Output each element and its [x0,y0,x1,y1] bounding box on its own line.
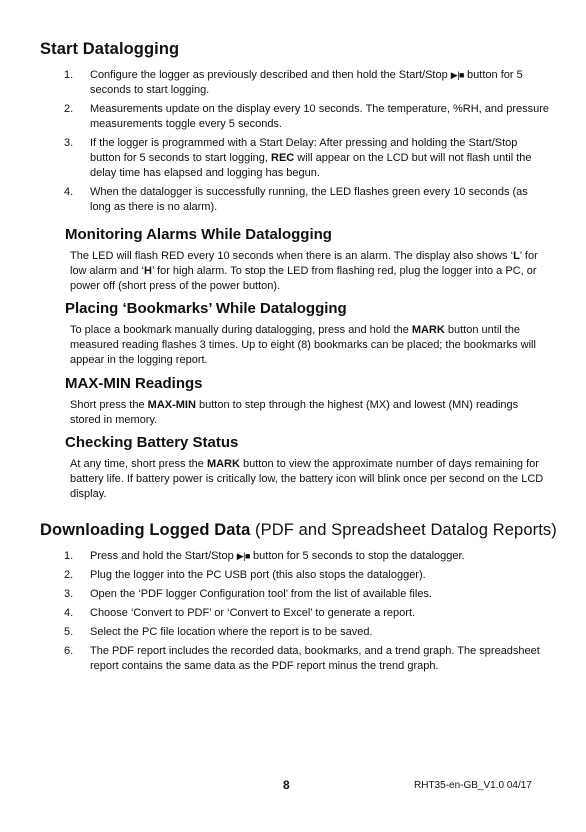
battery-status-heading: Checking Battery Status [65,434,239,451]
battery-status-text: At any time, short press the MARK button to view the approximate number of days remaining for battery life. If battery power is critically low, the battery icon will blink once per second on the LCD display. [70,458,544,500]
start-datalogging-heading: Start Datalogging [40,40,180,58]
list-item: 1. Press and hold the Start/Stop ▶|■ button for 5 seconds to stop the datalogger. [64,550,465,562]
bookmarks-text: To place a bookmark manually during datalogging, press and hold the MARK button until the measured reading flashes 3 times. Up to eight (8) bookmarks can be placed; the bookmarks will appear in the logging report. [70,324,536,366]
document-code: RHT35-en-GB_V1.0 04/17 [414,780,532,791]
page-number: 8 [283,778,290,792]
downloading-steps [0,549,586,678]
list-item: 5. Select the PC file location where the report is to be saved. [64,626,373,638]
start-stop-button-icon: ▶|■ [236,551,250,561]
bookmarks-heading: Placing ‘Bookmarks’ While Datalogging [65,300,347,317]
monitoring-alarms-heading: Monitoring Alarms While Datalogging [65,226,332,243]
list-item: 6. The PDF report includes the recorded data, bookmarks, and a trend graph. The spreadsheet report contains the same data as the PDF report minus the trend graph. [64,645,540,672]
list-item: 2. Measurements update on the display every 10 seconds. The temperature, %RH, and pressure measurements toggle every 5 seconds. [64,103,549,130]
start-stop-button-icon: ▶|■ [450,70,464,80]
list-item: 3. If the logger is programmed with a Start Delay: After pressing and holding the Start/Stop button for 5 seconds to start logging, REC will appear on the LCD but will not flash until the delay time has elapsed and logging has begun. [64,137,532,179]
monitoring-alarms-text: The LED will flash RED every 10 seconds when there is an alarm. The display also shows ‘L’ for low alarm and ‘H’ for high alarm. To stop the LED from flashing red, plug the logger into a PC, or power off (short press of the power button). [70,250,538,292]
list-item: 2. Plug the logger into the PC USB port (this also stops the datalogger). [64,569,426,581]
max-min-heading: MAX-MIN Readings [65,375,203,392]
max-min-text: Short press the MAX-MIN button to step through the highest (MX) and lowest (MN) readings stored in memory. [70,399,519,426]
list-item: 4. Choose ‘Convert to PDF’ or ‘Convert to Excel’ to generate a report. [64,607,416,619]
list-item: 3. Open the ‘PDF logger Configuration tool’ from the list of available files. [64,588,432,600]
start-datalogging-steps [0,68,586,219]
downloading-heading: Downloading Logged Data (PDF and Spreadsheet Datalog Reports) [40,521,557,539]
list-item: 4. When the datalogger is successfully running, the LED flashes green every 10 seconds (as long as there is no alarm). [64,186,528,213]
list-item: 1. Configure the logger as previously described and then hold the Start/Stop ▶|■ button for 5 seconds to start logging. [64,69,523,96]
